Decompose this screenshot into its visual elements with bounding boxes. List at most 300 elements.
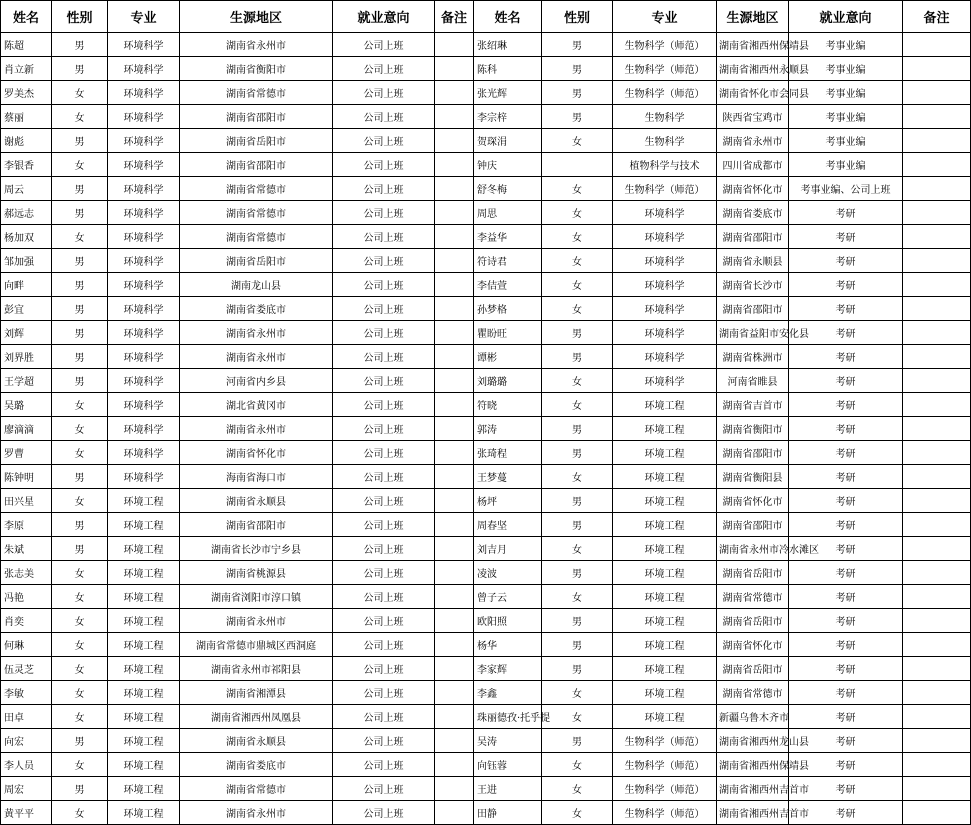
name-cell: 张琦程 <box>474 441 542 465</box>
table-row <box>1 57 971 81</box>
intent-cell: 公司上班 <box>333 729 435 753</box>
gender-cell: 女 <box>542 225 613 249</box>
gender-cell: 女 <box>52 801 108 825</box>
gender-cell: 男 <box>52 345 108 369</box>
major-cell: 环境工程 <box>108 561 180 585</box>
name-cell: 向钰蓉 <box>474 753 542 777</box>
header-name-right: 姓名 <box>474 1 542 33</box>
origin-cell: 湖南省邵阳市 <box>717 441 789 465</box>
origin-cell: 湖南省常德市 <box>717 681 789 705</box>
name-cell: 刘璐璐 <box>474 369 542 393</box>
name-cell: 廖滴滴 <box>1 417 52 441</box>
intent-cell: 考研 <box>789 369 903 393</box>
name-cell: 杨坪 <box>474 489 542 513</box>
intent-cell: 考研 <box>789 393 903 417</box>
table-row <box>1 585 971 609</box>
major-cell: 生物科学（师范） <box>613 57 717 81</box>
major-cell: 环境工程 <box>108 777 180 801</box>
intent-cell: 公司上班 <box>333 513 435 537</box>
name-cell: 伍灵芝 <box>1 657 52 681</box>
table-row <box>1 753 971 777</box>
name-cell: 李鑫 <box>474 681 542 705</box>
origin-cell: 湖南省长沙市 <box>717 273 789 297</box>
major-cell: 环境工程 <box>108 489 180 513</box>
remark-cell <box>435 681 474 705</box>
origin-cell: 湖南省邵阳市 <box>180 153 333 177</box>
intent-cell: 公司上班 <box>333 81 435 105</box>
gender-cell: 男 <box>542 321 613 345</box>
major-cell: 环境科学 <box>613 345 717 369</box>
table-row <box>1 345 971 369</box>
table-row <box>1 657 971 681</box>
name-cell: 张志美 <box>1 561 52 585</box>
name-cell: 谭彬 <box>474 345 542 369</box>
gender-cell: 女 <box>542 777 613 801</box>
table-row <box>1 321 971 345</box>
gender-cell: 男 <box>542 609 613 633</box>
origin-cell: 湖南省邵阳市 <box>717 513 789 537</box>
major-cell: 环境工程 <box>108 681 180 705</box>
intent-cell: 公司上班 <box>333 57 435 81</box>
remark-cell <box>435 81 474 105</box>
remark-cell <box>435 465 474 489</box>
name-cell: 瞿盼旺 <box>474 321 542 345</box>
origin-cell: 湖南省益阳市安化县 <box>717 321 789 345</box>
gender-cell: 女 <box>52 393 108 417</box>
name-cell: 朱斌 <box>1 537 52 561</box>
origin-cell: 河南省睢县 <box>717 369 789 393</box>
name-cell: 吴涛 <box>474 729 542 753</box>
major-cell: 环境科学 <box>108 417 180 441</box>
header-remark-right: 备注 <box>903 1 971 33</box>
intent-cell: 公司上班 <box>333 657 435 681</box>
gender-cell: 男 <box>542 729 613 753</box>
name-cell: 罗曹 <box>1 441 52 465</box>
major-cell: 环境工程 <box>613 705 717 729</box>
origin-cell: 湖南省怀化市 <box>180 441 333 465</box>
name-cell: 向畔 <box>1 273 52 297</box>
origin-cell: 湖南省怀化市 <box>717 177 789 201</box>
origin-cell: 湖南省衡阳县 <box>717 465 789 489</box>
remark-cell <box>435 393 474 417</box>
intent-cell: 考研 <box>789 561 903 585</box>
name-cell: 李原 <box>1 513 52 537</box>
major-cell: 环境工程 <box>613 489 717 513</box>
remark-cell <box>903 705 971 729</box>
major-cell: 环境科学 <box>108 393 180 417</box>
major-cell: 环境科学 <box>108 441 180 465</box>
table-row <box>1 465 971 489</box>
origin-cell: 湖南省常德市 <box>180 777 333 801</box>
gender-cell: 男 <box>542 441 613 465</box>
header-gender-left: 性别 <box>52 1 108 33</box>
origin-cell: 湖南省常德市 <box>180 177 333 201</box>
origin-cell: 湖南省邵阳市 <box>717 297 789 321</box>
major-cell: 环境工程 <box>108 609 180 633</box>
remark-cell <box>435 297 474 321</box>
gender-cell: 女 <box>542 393 613 417</box>
remark-cell <box>903 81 971 105</box>
major-cell: 环境科学 <box>108 153 180 177</box>
table-row <box>1 681 971 705</box>
remark-cell <box>903 801 971 825</box>
origin-cell: 新疆乌鲁木齐市 <box>717 705 789 729</box>
name-cell: 谢彪 <box>1 129 52 153</box>
header-major-left: 专业 <box>108 1 180 33</box>
table-row <box>1 369 971 393</box>
gender-cell: 女 <box>542 177 613 201</box>
name-cell: 陈科 <box>474 57 542 81</box>
gender-cell: 女 <box>542 297 613 321</box>
header-remark-left: 备注 <box>435 1 474 33</box>
origin-cell: 湖南省常德市 <box>180 225 333 249</box>
remark-cell <box>903 465 971 489</box>
remark-cell <box>903 561 971 585</box>
name-cell: 杨加双 <box>1 225 52 249</box>
major-cell: 环境科学 <box>108 249 180 273</box>
gender-cell: 男 <box>52 297 108 321</box>
remark-cell <box>903 609 971 633</box>
remark-cell <box>903 441 971 465</box>
intent-cell: 公司上班 <box>333 153 435 177</box>
major-cell: 环境工程 <box>108 753 180 777</box>
major-cell: 生物科学（师范） <box>613 801 717 825</box>
name-cell: 陈超 <box>1 33 52 57</box>
gender-cell: 女 <box>542 753 613 777</box>
intent-cell: 公司上班 <box>333 561 435 585</box>
gender-cell: 女 <box>542 273 613 297</box>
major-cell: 环境工程 <box>613 561 717 585</box>
intent-cell: 考事业编 <box>789 57 903 81</box>
major-cell: 环境科学 <box>108 129 180 153</box>
intent-cell: 公司上班 <box>333 801 435 825</box>
gender-cell: 男 <box>542 561 613 585</box>
intent-cell: 考研 <box>789 609 903 633</box>
major-cell: 环境科学 <box>613 201 717 225</box>
remark-cell <box>435 537 474 561</box>
name-cell: 吴璐 <box>1 393 52 417</box>
intent-cell: 考研 <box>789 297 903 321</box>
table-row <box>1 609 971 633</box>
gender-cell: 女 <box>52 561 108 585</box>
name-cell: 黄平平 <box>1 801 52 825</box>
intent-cell: 公司上班 <box>333 417 435 441</box>
table-row <box>1 201 971 225</box>
name-cell: 陈钟明 <box>1 465 52 489</box>
gender-cell: 男 <box>52 777 108 801</box>
remark-cell <box>435 801 474 825</box>
table-row <box>1 441 971 465</box>
remark-cell <box>903 417 971 441</box>
intent-cell: 考研 <box>789 465 903 489</box>
major-cell: 环境科学 <box>108 273 180 297</box>
major-cell: 环境科学 <box>108 105 180 129</box>
gender-cell: 男 <box>542 33 613 57</box>
intent-cell: 公司上班 <box>333 105 435 129</box>
table-row <box>1 705 971 729</box>
intent-cell: 公司上班 <box>333 297 435 321</box>
remark-cell <box>903 129 971 153</box>
name-cell: 李宗梓 <box>474 105 542 129</box>
intent-cell: 考研 <box>789 633 903 657</box>
intent-cell: 公司上班 <box>333 777 435 801</box>
major-cell: 环境科学 <box>108 201 180 225</box>
origin-cell: 湖南省怀化市 <box>717 489 789 513</box>
intent-cell: 公司上班 <box>333 345 435 369</box>
origin-cell: 湖南省株洲市 <box>717 345 789 369</box>
table-row <box>1 225 971 249</box>
intent-cell: 考研 <box>789 441 903 465</box>
origin-cell: 湖南省常德市鼎城区西洞庭 <box>180 633 333 657</box>
major-cell: 环境工程 <box>613 393 717 417</box>
intent-cell: 考研 <box>789 801 903 825</box>
gender-cell: 女 <box>542 369 613 393</box>
name-cell: 李银香 <box>1 153 52 177</box>
gender-cell: 男 <box>542 105 613 129</box>
gender-cell: 女 <box>542 129 613 153</box>
remark-cell <box>435 369 474 393</box>
gender-cell: 女 <box>52 417 108 441</box>
major-cell: 环境科学 <box>108 81 180 105</box>
intent-cell: 公司上班 <box>333 537 435 561</box>
name-cell: 李佶萱 <box>474 273 542 297</box>
gender-cell: 女 <box>52 585 108 609</box>
origin-cell: 海南省海口市 <box>180 465 333 489</box>
major-cell: 环境科学 <box>613 273 717 297</box>
header-intent-left: 就业意向 <box>333 1 435 33</box>
remark-cell <box>903 297 971 321</box>
name-cell: 欧阳照 <box>474 609 542 633</box>
remark-cell <box>435 657 474 681</box>
remark-cell <box>903 777 971 801</box>
major-cell: 环境工程 <box>613 465 717 489</box>
table-row <box>1 513 971 537</box>
major-cell: 生物科学（师范） <box>613 177 717 201</box>
gender-cell: 女 <box>542 705 613 729</box>
origin-cell: 湖南省邵阳市 <box>717 225 789 249</box>
name-cell: 王进 <box>474 777 542 801</box>
gender-cell: 女 <box>52 633 108 657</box>
table-row <box>1 537 971 561</box>
gender-cell: 女 <box>52 657 108 681</box>
remark-cell <box>435 489 474 513</box>
major-cell: 生物科学（师范） <box>613 753 717 777</box>
header-intent-right: 就业意向 <box>789 1 903 33</box>
origin-cell: 湖南省衡阳市 <box>717 417 789 441</box>
gender-cell: 女 <box>52 105 108 129</box>
remark-cell <box>903 105 971 129</box>
remark-cell <box>903 489 971 513</box>
remark-cell <box>903 681 971 705</box>
gender-cell: 男 <box>52 537 108 561</box>
origin-cell: 湖南省永州市 <box>180 609 333 633</box>
table-row <box>1 801 971 825</box>
gender-cell: 女 <box>542 249 613 273</box>
major-cell: 环境科学 <box>108 369 180 393</box>
origin-cell: 湖南省湘西州保靖县 <box>717 33 789 57</box>
origin-cell: 湖北省黄冈市 <box>180 393 333 417</box>
name-cell: 凌波 <box>474 561 542 585</box>
major-cell: 环境工程 <box>613 585 717 609</box>
origin-cell: 湖南省永州市 <box>180 417 333 441</box>
name-cell: 舒冬梅 <box>474 177 542 201</box>
gender-cell: 男 <box>52 201 108 225</box>
remark-cell <box>435 33 474 57</box>
intent-cell: 公司上班 <box>333 201 435 225</box>
intent-cell: 公司上班 <box>333 705 435 729</box>
intent-cell: 考事业编 <box>789 105 903 129</box>
remark-cell <box>435 201 474 225</box>
name-cell: 刘辉 <box>1 321 52 345</box>
table-row <box>1 81 971 105</box>
name-cell: 王学超 <box>1 369 52 393</box>
intent-cell: 公司上班 <box>333 609 435 633</box>
header-name-left: 姓名 <box>1 1 52 33</box>
gender-cell: 男 <box>52 33 108 57</box>
remark-cell <box>435 633 474 657</box>
origin-cell: 湖南省永州市 <box>717 129 789 153</box>
major-cell: 环境科学 <box>613 249 717 273</box>
remark-cell <box>903 633 971 657</box>
remark-cell <box>435 513 474 537</box>
name-cell: 王梦蔓 <box>474 465 542 489</box>
origin-cell: 湖南龙山县 <box>180 273 333 297</box>
remark-cell <box>435 609 474 633</box>
origin-cell: 湖南省湘西州凤凰县 <box>180 705 333 729</box>
gender-cell: 女 <box>52 681 108 705</box>
remark-cell <box>903 657 971 681</box>
major-cell: 环境科学 <box>108 33 180 57</box>
gender-cell: 男 <box>542 345 613 369</box>
origin-cell: 湖南省娄底市 <box>180 753 333 777</box>
origin-cell: 湖南省湘潭县 <box>180 681 333 705</box>
origin-cell: 陕西省宝鸡市 <box>717 105 789 129</box>
table-row <box>1 249 971 273</box>
major-cell: 环境工程 <box>613 609 717 633</box>
table-row <box>1 297 971 321</box>
name-cell: 刘界胜 <box>1 345 52 369</box>
origin-cell: 湖南省岳阳市 <box>717 561 789 585</box>
origin-cell: 湖南省永顺县 <box>180 489 333 513</box>
intent-cell: 公司上班 <box>333 249 435 273</box>
table-row <box>1 489 971 513</box>
gender-cell: 男 <box>52 729 108 753</box>
header-gender-right: 性别 <box>542 1 613 33</box>
gender-cell: 女 <box>52 609 108 633</box>
remark-cell <box>903 345 971 369</box>
header-origin-left: 生源地区 <box>180 1 333 33</box>
intent-cell: 考研 <box>789 705 903 729</box>
major-cell: 环境工程 <box>613 681 717 705</box>
remark-cell <box>435 249 474 273</box>
origin-cell: 湖南省常德市 <box>717 585 789 609</box>
name-cell: 田静 <box>474 801 542 825</box>
name-cell: 张绍琳 <box>474 33 542 57</box>
major-cell: 环境科学 <box>108 465 180 489</box>
table-row <box>1 417 971 441</box>
header-row <box>1 1 971 33</box>
remark-cell <box>435 177 474 201</box>
intent-cell: 公司上班 <box>333 465 435 489</box>
header-major-right: 专业 <box>613 1 717 33</box>
origin-cell: 四川省成都市 <box>717 153 789 177</box>
name-cell: 李敏 <box>1 681 52 705</box>
origin-cell: 湖南省常德市 <box>180 201 333 225</box>
remark-cell <box>435 729 474 753</box>
remark-cell <box>903 513 971 537</box>
intent-cell: 公司上班 <box>333 129 435 153</box>
table-row <box>1 177 971 201</box>
major-cell: 环境工程 <box>108 537 180 561</box>
major-cell: 环境科学 <box>613 225 717 249</box>
major-cell: 环境工程 <box>108 633 180 657</box>
origin-cell: 湖南省常德市 <box>180 81 333 105</box>
origin-cell: 湖南省怀化市 <box>717 633 789 657</box>
intent-cell: 考事业编 <box>789 129 903 153</box>
major-cell: 环境科学 <box>613 369 717 393</box>
gender-cell: 男 <box>52 369 108 393</box>
gender-cell: 女 <box>52 153 108 177</box>
name-cell: 符诗君 <box>474 249 542 273</box>
intent-cell: 公司上班 <box>333 369 435 393</box>
gender-cell: 男 <box>542 81 613 105</box>
gender-cell: 女 <box>542 585 613 609</box>
intent-cell: 公司上班 <box>333 489 435 513</box>
name-cell: 罗美杰 <box>1 81 52 105</box>
origin-cell: 湖南省永顺县 <box>180 729 333 753</box>
intent-cell: 公司上班 <box>333 681 435 705</box>
table-row <box>1 777 971 801</box>
gender-cell: 男 <box>542 633 613 657</box>
origin-cell: 湖南省湘西州吉首市 <box>717 777 789 801</box>
intent-cell: 考事业编、公司上班 <box>789 177 903 201</box>
remark-cell <box>903 585 971 609</box>
name-cell: 向宏 <box>1 729 52 753</box>
remark-cell <box>435 129 474 153</box>
name-cell: 郝远志 <box>1 201 52 225</box>
remark-cell <box>903 57 971 81</box>
remark-cell <box>435 777 474 801</box>
name-cell: 张光辉 <box>474 81 542 105</box>
name-cell: 周思 <box>474 201 542 225</box>
name-cell: 李家辉 <box>474 657 542 681</box>
remark-cell <box>435 273 474 297</box>
major-cell: 环境工程 <box>108 801 180 825</box>
major-cell: 环境科学 <box>108 297 180 321</box>
gender-cell: 男 <box>52 321 108 345</box>
name-cell: 符晓 <box>474 393 542 417</box>
gender-cell: 男 <box>52 513 108 537</box>
remark-cell <box>435 417 474 441</box>
major-cell: 环境工程 <box>613 657 717 681</box>
table-row <box>1 633 971 657</box>
gender-cell: 女 <box>542 201 613 225</box>
major-cell: 生物科学（师范） <box>613 81 717 105</box>
intent-cell: 考研 <box>789 585 903 609</box>
origin-cell: 湖南省娄底市 <box>717 201 789 225</box>
table-row <box>1 153 971 177</box>
remark-cell <box>435 321 474 345</box>
remark-cell <box>903 153 971 177</box>
remark-cell <box>903 369 971 393</box>
name-cell: 李人员 <box>1 753 52 777</box>
name-cell: 郭涛 <box>474 417 542 441</box>
gender-cell: 男 <box>542 489 613 513</box>
intent-cell: 公司上班 <box>333 321 435 345</box>
intent-cell: 考研 <box>789 657 903 681</box>
gender-cell: 女 <box>52 225 108 249</box>
name-cell: 刘吉月 <box>474 537 542 561</box>
